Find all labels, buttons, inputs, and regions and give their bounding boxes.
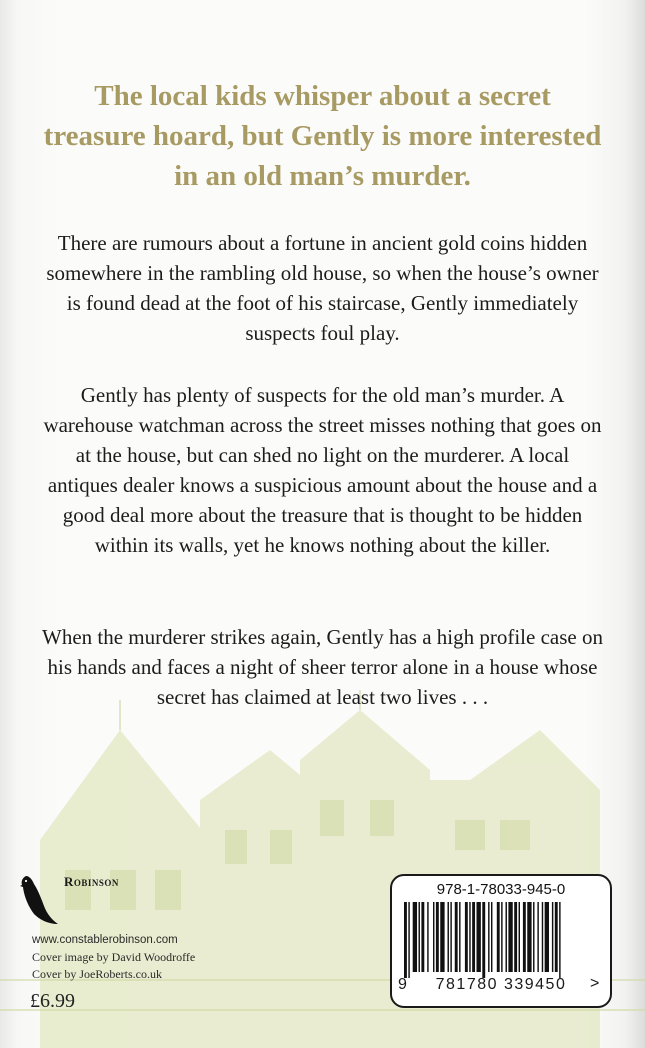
barcode-bar: [552, 902, 553, 972]
barcode-bar: [455, 902, 458, 972]
isbn-number: 978-1-78033-945-0: [436, 881, 566, 898]
publisher-website: www.constablerobinson.com: [32, 934, 178, 946]
barcode-bar: [459, 902, 460, 972]
barcode-bar: [433, 902, 434, 972]
barcode-bar: [506, 902, 507, 972]
barcode-bar: [465, 902, 468, 972]
barcode-bar: [508, 902, 512, 972]
barcode-bar: [514, 902, 517, 972]
ean-first-digit: 9: [398, 976, 407, 993]
barcode-bar: [523, 902, 526, 972]
barcode-bar: [527, 902, 531, 972]
barcode-bar: [497, 902, 500, 972]
cover-design-credit: Cover by JoeRoberts.co.uk: [32, 967, 162, 981]
barcode: [404, 902, 600, 978]
publisher-name: Robinson: [64, 874, 119, 889]
price: £6.99: [30, 990, 75, 1012]
barcode-bar: [448, 902, 449, 972]
ean-digits: 781780 339450: [435, 976, 567, 993]
barcode-bar: [488, 902, 489, 972]
barcode-bar: [419, 902, 420, 972]
barcode-bar: [519, 902, 520, 972]
barcode-bar: [440, 902, 444, 972]
blurb-paragraph: Gently has plenty of suspects for the old man’s murder. A warehouse watchman across the street misses nothing that goes on at the house, but can shed no light on the murderer. A local antiques dealer knows a suspicious amount about the house and a good deal more about the treasure that is thought to be hidden within its walls, yet he knows nothing about the killer.: [43, 383, 602, 557]
publisher-logo: [20, 872, 220, 932]
barcode-bar: [408, 902, 409, 978]
barcode-bar: [555, 902, 558, 972]
ean-arrow: >: [590, 975, 600, 992]
barcode-bar: [501, 902, 502, 972]
blurb-paragraph: There are rumours about a fortune in ancient gold coins hidden somewhere in the rambling old house, so when the house’s owner is found dead at the foot of his staircase, Gently immediately suspects foul play.: [46, 231, 599, 345]
barcode-bar: [537, 902, 538, 972]
barcode-bar: [545, 902, 549, 972]
credits: [32, 932, 292, 983]
barcode-bar: [472, 902, 475, 972]
barcode-bar: [404, 902, 407, 978]
barcode-bar: [542, 902, 543, 972]
barcode-bar: [477, 902, 481, 972]
barcode-bar: [559, 902, 560, 978]
cover-image-credit: Cover image by David Woodroffe: [32, 950, 196, 964]
barcode-bar: [421, 902, 424, 972]
barcode-bar: [533, 902, 534, 972]
barcode-bar: [450, 902, 451, 972]
barcode-bar: [436, 902, 439, 972]
barcode-bar: [469, 902, 470, 972]
barcode-bar: [413, 902, 417, 972]
barcode-label: [390, 874, 612, 1008]
blurb-paragraph: When the murderer strikes again, Gently has a high profile case on his hands and faces a night of sheer terror alone in a house whose secret has claimed at least two lives . . .: [42, 625, 603, 709]
barcode-bar: [491, 902, 492, 972]
barcode-bar: [427, 902, 428, 972]
barcode-bar: [482, 902, 485, 978]
tagline: The local kids whisper about a secret treasure hoard, but Gently is more interested in an old man’s murder.: [43, 80, 602, 192]
bird-icon: [20, 874, 60, 926]
